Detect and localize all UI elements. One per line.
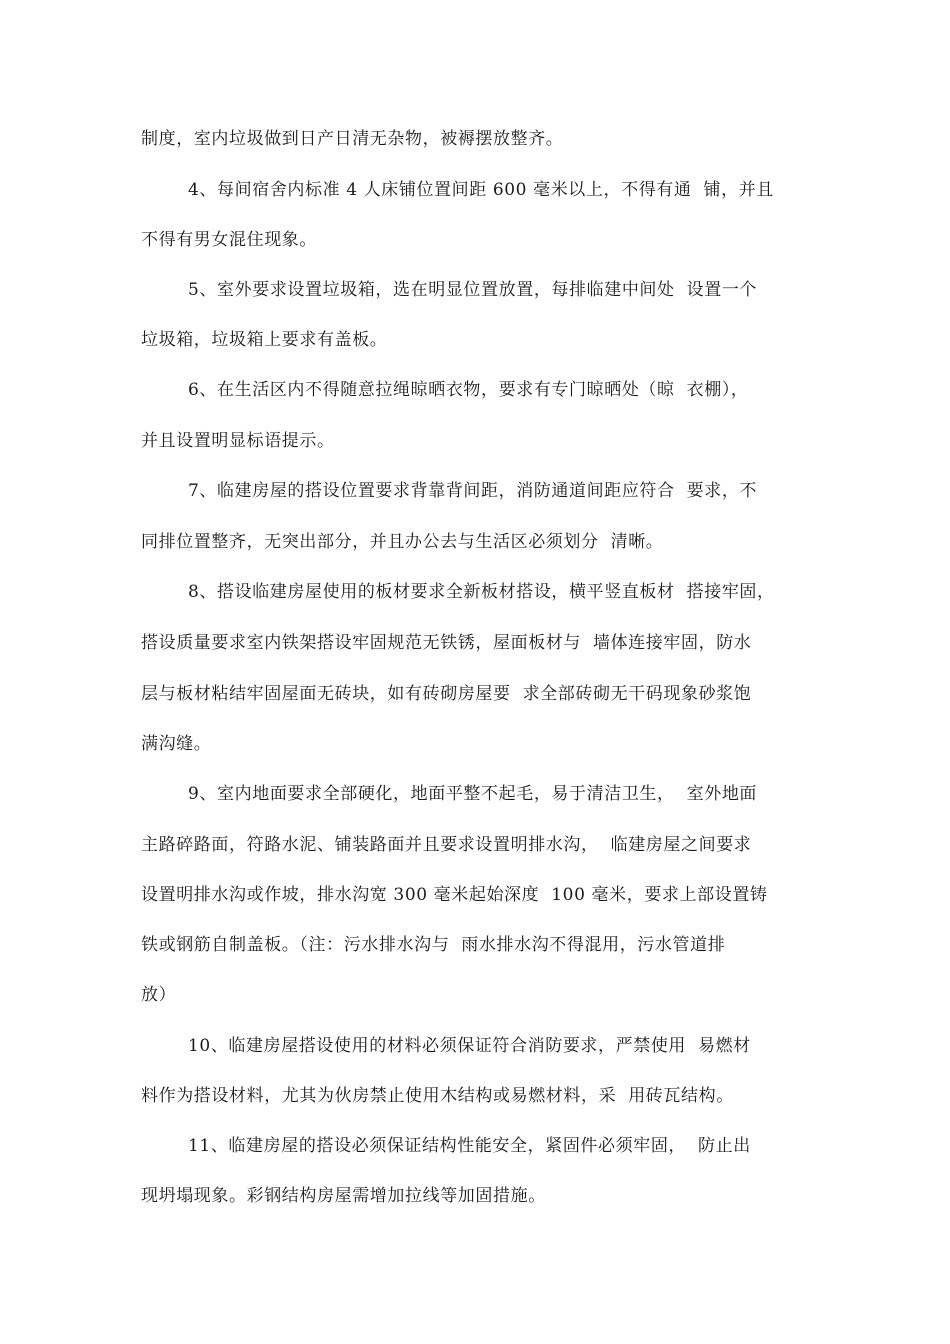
text-line: 放）	[141, 985, 177, 1005]
text-line: 垃圾箱，垃圾箱上要求有盖板。	[141, 330, 388, 350]
text-line: 7、临建房屋的搭设位置要求背靠背间距，消防通道间距应符合 要求，不	[188, 481, 758, 501]
text-line: 铁或钢筋自制盖板。（注：污水排水沟与 雨水排水沟不得混用，污水管道排	[141, 935, 726, 955]
text-line: 现坍塌现象。彩钢结构房屋需增加拉线等加固措施。	[141, 1186, 546, 1206]
text-line: 同排位置整齐，无突出部分，并且办公去与生活区必须划分 清晰。	[141, 532, 664, 552]
text-line: 不得有男女混住现象。	[141, 230, 317, 250]
text-line: 6、在生活区内不得随意拉绳晾晒衣物，要求有专门晾晒处（晾 衣棚），	[188, 380, 749, 400]
text-line: 料作为搭设材料，尤其为伙房禁止使用木结构或易燃材料，采 用砖瓦结构。	[141, 1086, 734, 1106]
text-line: 制度，室内垃圾做到日产日清无杂物，被褥摆放整齐。	[141, 129, 564, 149]
text-line: 并且设置明显标语提示。	[141, 431, 335, 451]
text-line: 8、搭设临建房屋使用的板材要求全新板材搭设，横平竖直板材 搭接牢固，	[188, 582, 775, 602]
text-line: 主路碎路面，符路水泥、铺装路面并且要求设置明排水沟， 临建房屋之间要求	[141, 835, 752, 855]
text-line: 11、临建房屋的搭设必须保证结构性能安全，紧固件必须牢固， 防止出	[188, 1136, 751, 1156]
text-line: 5、室外要求设置垃圾箱，选在明显位置放置，每排临建中间处 设置一个	[188, 280, 758, 300]
text-line: 设置明排水沟或作坡，排水沟宽 300 毫米起始深度 100 毫米，要求上部设置铸	[141, 885, 768, 905]
text-line: 10、临建房屋搭设使用的材料必须保证符合消防要求，严禁使用 易燃材	[188, 1036, 751, 1056]
text-line: 4、每间宿舍内标准 4 人床铺位置间距 600 毫米以上，不得有通 铺，并且	[188, 180, 774, 200]
text-line: 搭设质量要求室内铁架搭设牢固规范无铁锈，屋面板材与 墙体连接牢固，防水	[141, 633, 752, 653]
text-line: 9、室内地面要求全部硬化，地面平整不起毛，易于清洁卫生， 室外地面	[188, 784, 758, 804]
text-line: 层与板材粘结牢固屋面无砖块，如有砖砌房屋要 求全部砖砌无干码现象砂浆饱	[141, 684, 752, 704]
text-line: 满沟缝。	[141, 734, 212, 754]
